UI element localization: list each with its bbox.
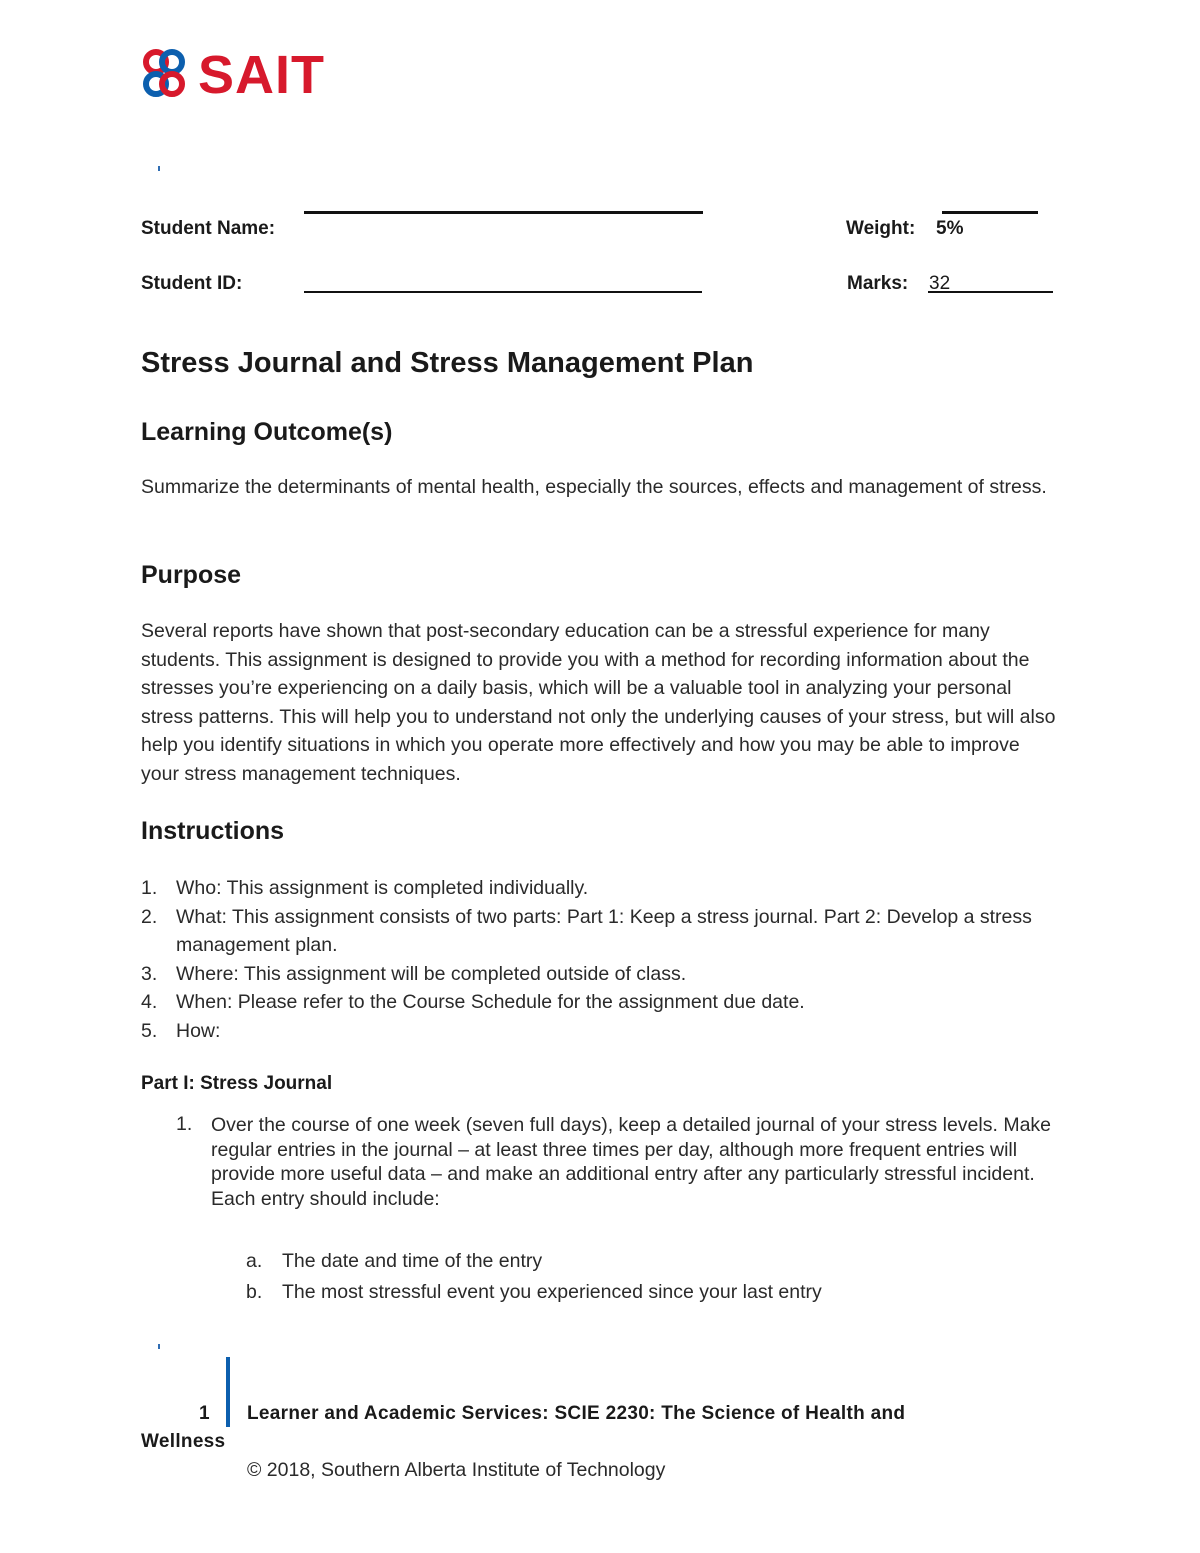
logo-wordmark: SAIT	[198, 45, 326, 105]
list-item: 5. How:	[141, 1019, 221, 1042]
student-id-line[interactable]	[304, 291, 702, 293]
list-item: 3. Where: This assignment will be completed outside of class.	[141, 962, 687, 985]
weight-value: 5%	[936, 218, 964, 239]
purpose-heading: Purpose	[141, 561, 242, 589]
sait-logo	[138, 46, 338, 104]
part1-subitem: a. The date and time of the entry	[246, 1250, 543, 1272]
marks-value: 32	[929, 273, 951, 294]
footer-divider	[226, 1357, 230, 1427]
part1-item: 1. Over the course of one week (seven full days), keep a detailed journal of your stress levels. Make regular entries in the journal – at least three times per day, although more frequent entries will provide more useful data – and make an additional entry after any particularly stressful incident. Each entry should include:	[176, 1113, 1052, 1210]
page-title: Stress Journal and Stress Management Plan	[141, 347, 754, 379]
list-item: 4. When: Please refer to the Course Schedule for the assignment due date.	[141, 991, 805, 1013]
student-name-line[interactable]	[304, 211, 703, 214]
page-number: 1	[199, 1403, 210, 1424]
marks-line	[928, 291, 1053, 293]
weight-label: Weight:	[846, 218, 916, 239]
copyright: © 2018, Southern Alberta Institute of Technology	[247, 1459, 666, 1481]
learning-outcomes-heading: Learning Outcome(s)	[141, 418, 393, 446]
part1-heading: Part I: Stress Journal	[141, 1073, 333, 1094]
marks-label: Marks:	[847, 273, 909, 294]
student-name-label: Student Name:	[141, 218, 276, 239]
section-marker	[158, 166, 160, 171]
weight-line	[942, 211, 1038, 214]
footer-title: Learner and Academic Services: SCIE 2230: The Science of Health and	[247, 1403, 906, 1424]
part1-subitem: b. The most stressful event you experienced since your last entry	[246, 1281, 822, 1303]
section-marker	[158, 1344, 160, 1349]
learning-outcomes-text: Summarize the determinants of mental health, especially the sources, effects and management of stress.	[141, 476, 1047, 498]
sait-emblem-icon	[138, 46, 194, 104]
purpose-text: Several reports have shown that post-secondary education can be a stressful experience for many students. This assignment is designed to provide you with a method for recording information about the stresses you’re experiencing on a daily basis, which will be a valuable tool in analyzing your personal stress patterns. This will help you to understand not only the underlying causes of your stress, but will also help you identify situations in which you operate more effectively and how you may be able to improve your stress management techniques.	[141, 620, 1056, 785]
instructions-heading: Instructions	[141, 817, 285, 845]
list-item: 2. What: This assignment consists of two parts: Part 1: Keep a stress journal. Part 2: Develop a stress management plan.	[141, 905, 1032, 956]
instructions-list	[141, 874, 1061, 1045]
student-id-label: Student ID:	[141, 273, 243, 294]
list-item: 1. Who: This assignment is completed individually.	[141, 877, 589, 899]
footer-title-continued: Wellness	[141, 1431, 226, 1452]
